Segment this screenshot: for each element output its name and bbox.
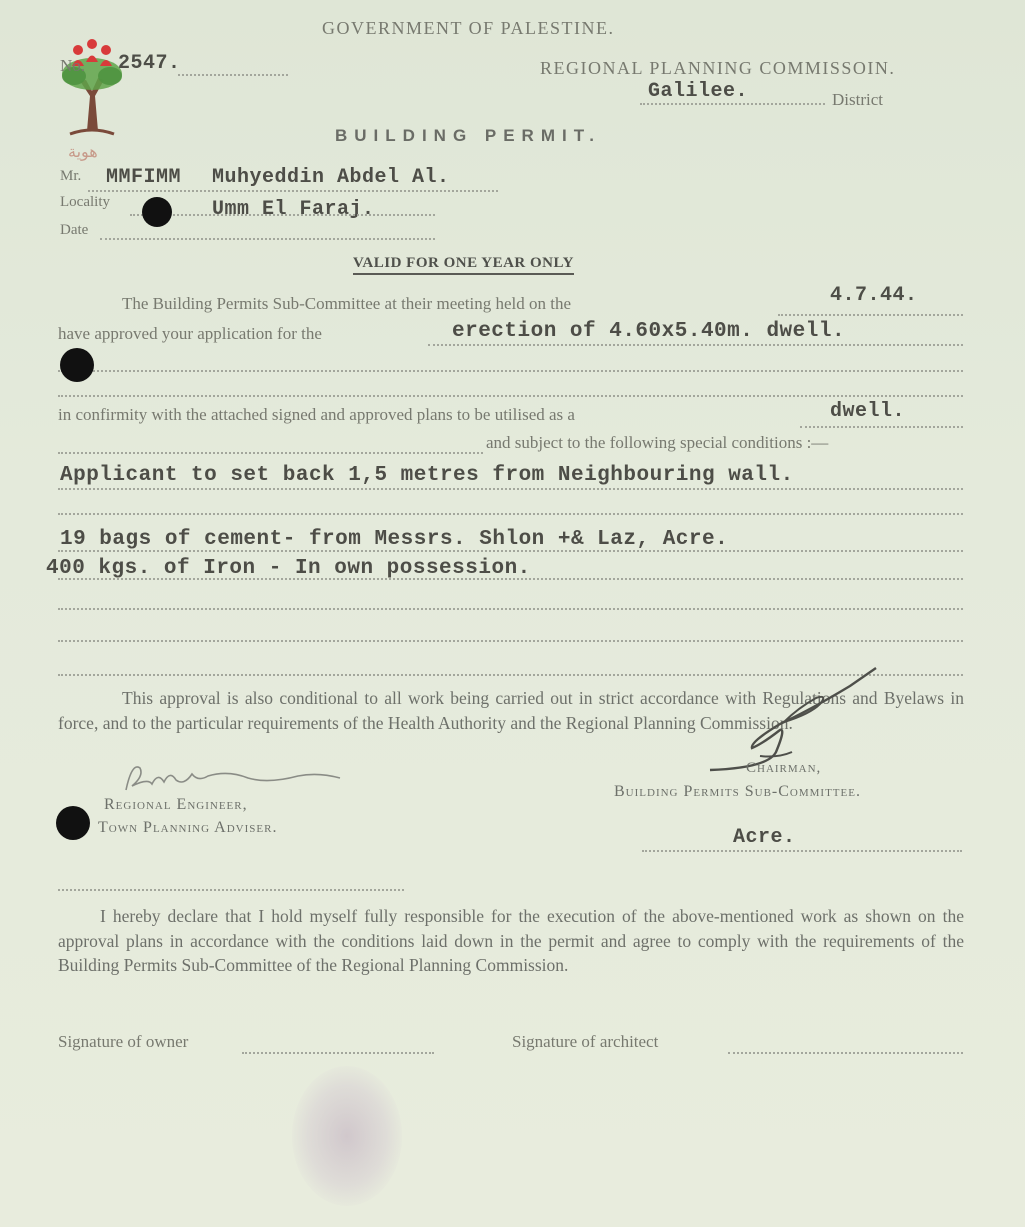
place-value: Acre.: [733, 826, 796, 849]
district-label: District: [832, 90, 883, 109]
condition-line-1: Applicant to set back 1,5 metres from Neighbouring wall.: [60, 464, 794, 487]
applicant-name-struck: MMFIMM: [106, 166, 182, 189]
locality-value: Umm El Faraj.: [212, 198, 375, 221]
application-line-text: have approved your application for the: [58, 324, 322, 343]
date-label: Date: [60, 222, 89, 238]
government-heading: GOVERNMENT OF PALESTINE.: [322, 18, 615, 38]
condition-line-3: 400 kgs. of Iron - In own possession.: [46, 557, 531, 580]
chairman-title: Chairman,: [746, 760, 822, 776]
permit-number-value: 2547.: [118, 52, 181, 75]
punch-hole-middle: [60, 348, 94, 382]
conditional-approval-text: This approval is also conditional to all work being carried out in strict accordance with Regulations and Byelaws in force, and to the particular requirements of the Health Authority and the Regional Planning Commission.: [58, 688, 964, 733]
town-planning-adviser-title: Town Planning Adviser.: [98, 819, 278, 836]
punch-hole-bottom: [56, 806, 90, 840]
applicant-name: Muhyeddin Abdel Al.: [212, 166, 450, 189]
punch-hole-top: [142, 197, 172, 227]
document-title: BUILDING PERMIT.: [335, 126, 601, 145]
condition-line-2: 19 bags of cement- from Messrs. Shlon +& Laz, Acre.: [60, 528, 729, 551]
permit-number-label: No.: [60, 56, 86, 75]
district-value: Galilee.: [648, 80, 749, 103]
declaration-text: I hereby declare that I hold myself fully responsible for the execution of the above-mentioned work as shown on the approval plans in accordance with the conditions laid down in the permit and agree to comply with the requirements of the Building Permits Sub-Committee of the Regional Planning Commission.: [58, 906, 964, 975]
locality-label: Locality: [60, 194, 110, 210]
special-conditions-label: and subject to the following special conditions :—: [486, 433, 829, 452]
validity-notice: VALID FOR ONE YEAR ONLY: [353, 255, 574, 275]
chairman-signature: [700, 664, 890, 774]
logo-watermark-text: هوية: [68, 142, 98, 161]
utilised-as-value: dwell.: [830, 400, 906, 423]
tree-logo: [52, 36, 132, 136]
application-for-value: erection of 4.60x5.40m. dwell.: [452, 320, 846, 343]
committee-title: Building Permits Sub-Committee.: [614, 783, 861, 800]
owner-signature-label: Signature of owner: [58, 1032, 189, 1051]
commission-heading: REGIONAL PLANNING COMMISSOIN.: [540, 58, 896, 78]
meeting-line-text: The Building Permits Sub-Committee at their meeting held on the: [122, 294, 572, 313]
fingerprint-smudge: [292, 1066, 402, 1206]
architect-signature-label: Signature of architect: [512, 1032, 659, 1051]
mr-label: Mr.: [60, 168, 82, 184]
meeting-date: 4.7.44.: [830, 284, 918, 307]
regional-engineer-title: Regional Engineer,: [104, 796, 248, 813]
utilised-line-text: in confirmity with the attached signed and approved plans to be utilised as a: [58, 405, 575, 424]
